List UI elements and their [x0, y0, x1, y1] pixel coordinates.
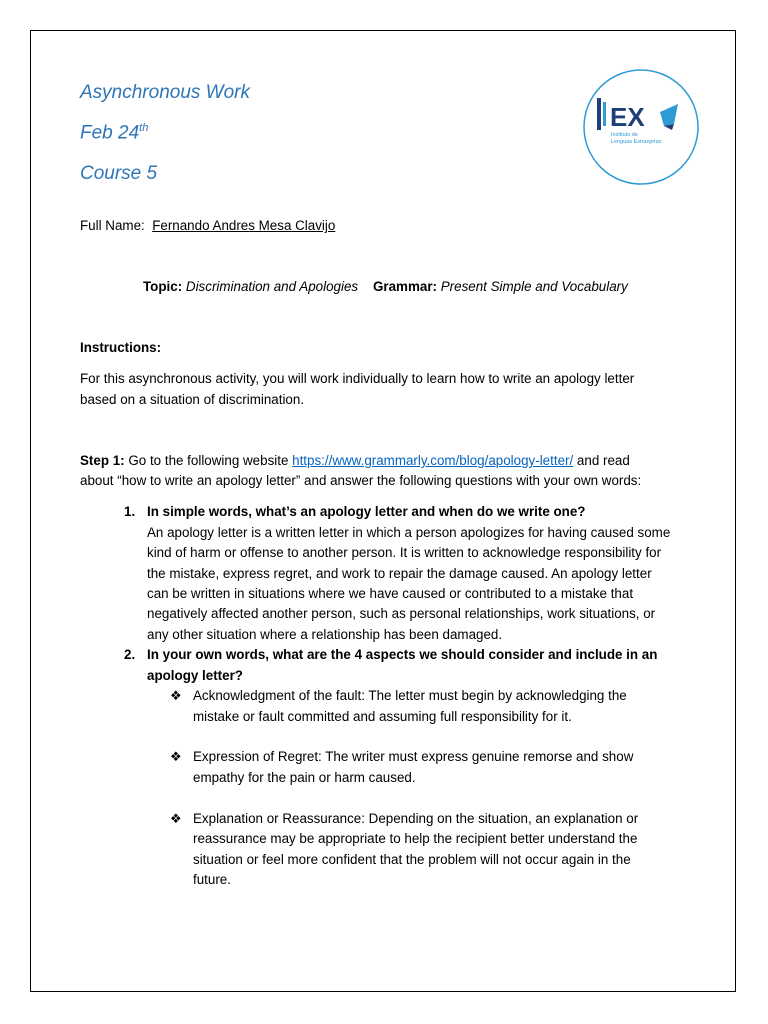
- answer-line: any other situation where a relationship has been damaged.: [147, 627, 503, 642]
- document-date: [80, 122, 148, 144]
- logo-mark: EX: [610, 102, 645, 132]
- topic-label: Topic:: [143, 279, 183, 294]
- document-title: Asynchronous Work: [80, 82, 251, 103]
- date-suffix: th: [139, 122, 149, 134]
- question-text: In simple words, what’s an apology letter and when do we write one?: [147, 504, 586, 519]
- answer-line: negatively affected another person, such as personal relationships, work situations, or: [147, 606, 656, 621]
- bullet-line: empathy for the pain or harm caused.: [193, 770, 416, 785]
- full-name-value: Fernando Andres Mesa Clavijo: [152, 218, 336, 233]
- diamond-bullet-icon: ❖: [170, 749, 182, 764]
- question-number: 1.: [124, 504, 136, 519]
- bullet-line: Explanation or Reassurance: Depending on the situation, an explanation or: [193, 811, 639, 826]
- bullet-line: reassurance may be appropriate to help the recipient better understand the: [193, 831, 638, 846]
- bullet-line: Acknowledgment of the fault: The letter must begin by acknowledging the: [193, 688, 627, 703]
- bullet-line: situation or feel more confident that the problem will not occur again in the: [193, 852, 631, 867]
- question-number: 2.: [124, 647, 136, 662]
- answer-line: the mistake, express regret, and work to repair the damage caused. An apology letter: [147, 566, 652, 581]
- answer-line: An apology letter is a written letter in which a person apologizes for having caused some: [147, 525, 671, 540]
- full-name-label: Full Name:: [80, 218, 145, 233]
- full-name-row: [80, 216, 335, 236]
- instructions-line: For this asynchronous activity, you will work individually to learn how to write an apology letter: [80, 371, 635, 386]
- bullet-line: mistake or fault committed and assuming full responsibility for it.: [193, 709, 572, 724]
- bullet-line: future.: [193, 872, 231, 887]
- grammarly-link[interactable]: https://www.grammarly.com/blog/apology-letter/: [292, 453, 574, 468]
- bullet-line: Expression of Regret: The writer must express genuine remorse and show: [193, 749, 634, 764]
- date-text: Feb 24: [80, 122, 140, 144]
- step1-tail: and read: [573, 453, 630, 468]
- diamond-bullet-icon: ❖: [170, 688, 182, 703]
- instructions-line: based on a situation of discrimination.: [80, 392, 305, 407]
- course-label: Course 5: [80, 163, 158, 184]
- answer-line: kind of harm or offense to another person. It is written to acknowledge responsibility for: [147, 545, 662, 560]
- question-text: apology letter?: [147, 668, 243, 683]
- step1-line: [80, 451, 630, 471]
- step1-label: Step 1:: [80, 453, 125, 468]
- answer-line: can be written in situations where we have caused or contributed to a mistake that: [147, 586, 634, 601]
- diamond-bullet-icon: ❖: [170, 811, 182, 826]
- instructions-heading: Instructions:: [80, 340, 162, 355]
- grammar-value: Present Simple and Vocabulary: [440, 279, 628, 294]
- step1-intro: Go to the following website: [124, 453, 293, 468]
- grammar-label: Grammar:: [372, 279, 437, 294]
- logo-line2: Lenguas Extranjeras: [611, 139, 662, 145]
- topic-value: Discrimination and Apologies: [185, 279, 359, 294]
- question-text: In your own words, what are the 4 aspects we should consider and include in an: [147, 647, 658, 662]
- step1-line2: about “how to write an apology letter” and answer the following questions with your own words:: [80, 473, 642, 488]
- institute-logo: [582, 68, 700, 186]
- logo-line1: Instituto de: [611, 132, 638, 138]
- topic-row: [143, 277, 628, 297]
